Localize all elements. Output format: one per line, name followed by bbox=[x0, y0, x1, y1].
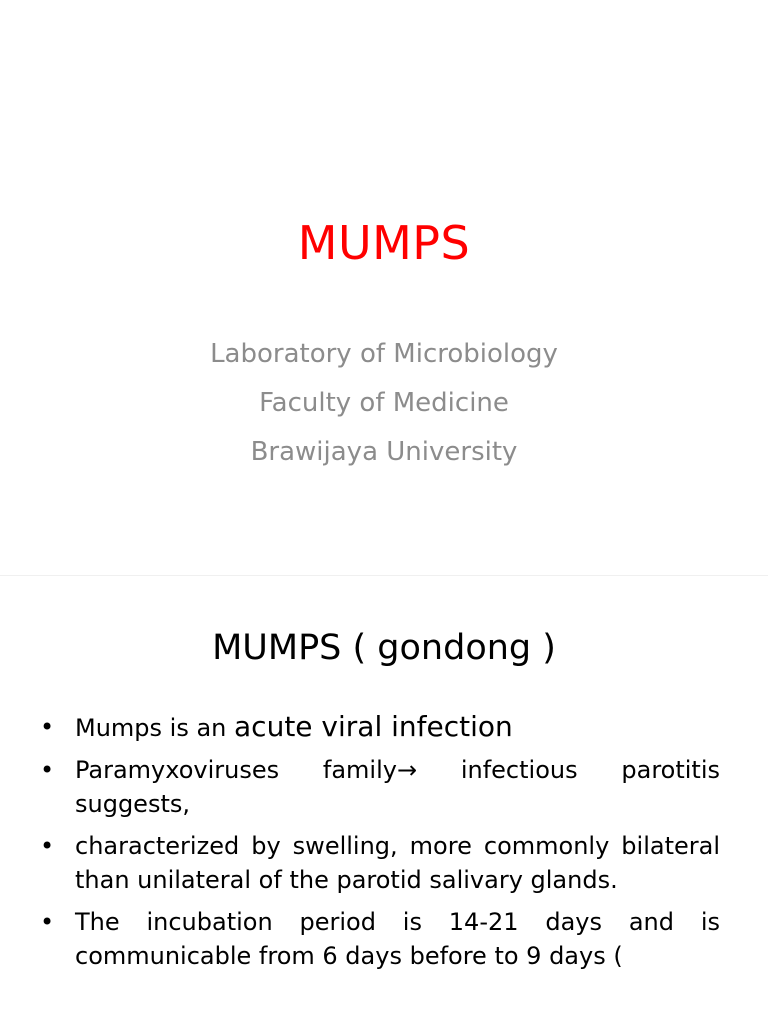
bullet-item-acute-viral-infection bbox=[40, 710, 720, 745]
bullet-item-incubation bbox=[40, 905, 720, 973]
bullet-text-prefix: Mumps is an bbox=[75, 714, 235, 742]
bullet-text-emphasis: acute viral infection bbox=[234, 710, 513, 743]
slide-title-heading: MUMPS bbox=[297, 216, 471, 270]
slide-content bbox=[0, 576, 768, 1024]
bullet-text: The incubation period is 14-21 days and is communicable from 6 days before to 9 days ( bbox=[75, 908, 720, 970]
bullet-text: characterized by swelling, more commonly bilateral than unilateral of the parotid salivary glands. bbox=[75, 832, 720, 894]
bullet-list bbox=[40, 710, 720, 981]
slide-subtitle bbox=[0, 330, 768, 477]
subtitle-line-university: Brawijaya University bbox=[250, 437, 518, 467]
bullet-icon: • bbox=[40, 908, 55, 936]
slide-content-heading: MUMPS ( gondong ) bbox=[212, 628, 556, 668]
bullet-text: Paramyxoviruses family→ infectious parotitis suggests, bbox=[75, 756, 720, 818]
subtitle-line-lab: Laboratory of Microbiology bbox=[210, 339, 558, 369]
bullet-icon: • bbox=[40, 756, 55, 784]
bullet-icon: • bbox=[40, 713, 55, 741]
bullet-item-swelling bbox=[40, 829, 720, 897]
bullet-icon: • bbox=[40, 832, 55, 860]
subtitle-line-faculty: Faculty of Medicine bbox=[259, 388, 509, 418]
bullet-item-paramyxoviruses bbox=[40, 753, 720, 821]
